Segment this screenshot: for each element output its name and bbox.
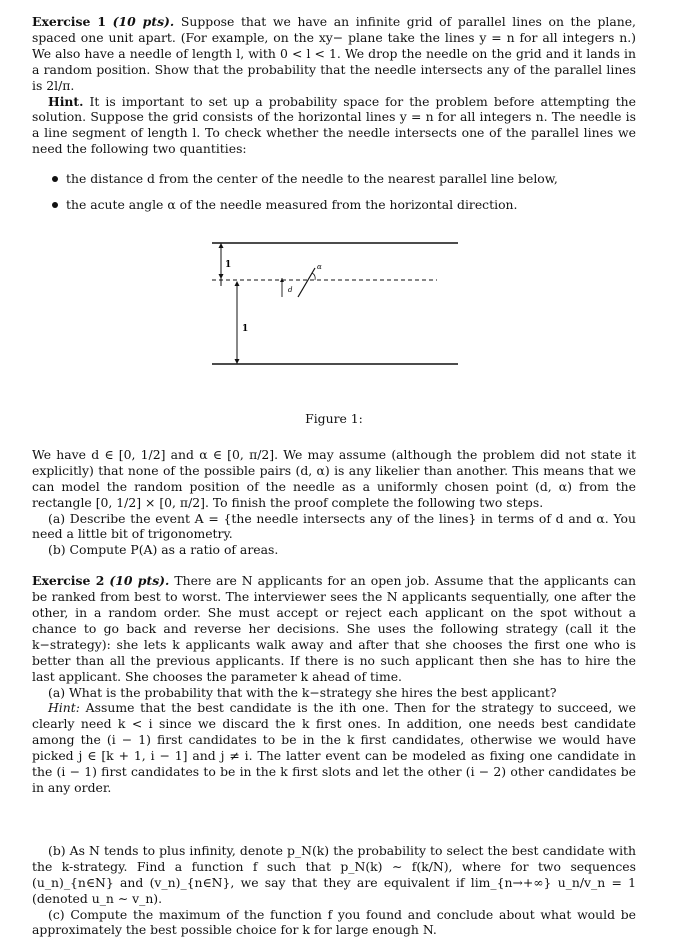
arrowhead [235,359,240,364]
arrowhead [219,274,224,279]
label-d: d [288,285,293,294]
label-bottom-spacing: 1 [242,323,249,334]
needle-figure [32,237,636,387]
hint-text: Assume that the best candidate is the ith one. Then for the strategy to succeed, we clearly need k < i since we discard the k first ones. In addition, one needs best candidate among the (i − 1) first candidates to be in the k first candidates, otherwise we would have picked j ∈ [k + 1, i − 1] and j ≠ i. The latter event can be modeled as fixing one candidate in the (i − 1) first candidates to be in the k first slots and let the other (i − 2) other candidates be in any order. [32,700,636,795]
angle-alpha-arc [312,273,315,280]
exercise-1-part-b: (b) Compute P(A) as a ratio of areas. [48,542,279,558]
exercise-2-part-c: (c) Compute the maximum of the function f you found and conclude about what would be approximately the best possible choice for k for large enough N. [32,906,636,938]
figure-caption: Figure 1: [305,410,363,426]
label-top-spacing: 1 [225,259,232,270]
exercise-2-text: There are N applicants for an open job. Assume that the applicants can be ranked from best to worst. The interviewer sees the N applicants sequentially, one after the other, in a random order. She must accept or reject each applicant on the spot without a chance to go back and reverse her decisions. She uses the following strategy (call it the k−strategy): she lets k applicants walk away and after that she chooses the first one who is better than all the previous applicants. If there is no such applicant then she has to hire the last applicant. She chooses the parameter k ahead of time. [32,573,636,684]
hint-label: Hint: [48,700,80,716]
hint-text: It is important to set up a probability space for the problem before attempting the solution. Suppose the grid consists of the horizontal lines y = n for all integers n. The needle is a line segment of length l. To check whether the needle intersects one of the parallel lines we need the following two quantities: [32,93,636,157]
list-item: the distance d from the center of the needle to the nearest parallel line below, [32,171,636,187]
needle [298,268,315,297]
exercise-2-statement [32,573,636,684]
arrowhead [235,281,240,286]
exercise-1-text: Suppose that we have an infinite grid of parallel lines on the plane, spaced one unit apart. (For example, on the xy− plane take the lines y = n for all integers n.) We also have a needle of length l, with 0 < l < 1. We drop the needle on the grid and it lands in a random position. Show that the probability that the needle intersects any of the parallel lines is 2l/π. [32,14,636,93]
exercise-2-part-b: (b) As N tends to plus infinity, denote p_N(k) the probability to select the best candidate with the k-strategy. Find a function f such that p_N(k) ∼ f(k/N), where for two sequences (u_n)_{n∈N} and (v_n)_{n∈N}, we say that they are equivalent if lim_{n→+∞} u_n/v_n = 1 (denoted u_n ∼ v_n). [32,842,636,906]
exercise-2-hint [32,700,636,795]
exercise-2-title: Exercise 2 [32,573,105,589]
document-page [32,14,636,938]
label-alpha: α [317,262,322,271]
quantities-list [32,171,636,213]
arrowhead [219,243,224,248]
exercise-1-part-a: (a) Describe the event A = {the needle intersects any of the lines} in terms of d and α. You need a little bit of trigonometry. [32,510,636,542]
hint-label: Hint. [48,93,84,109]
exercise-1-statement [32,14,636,94]
needle-diagram [32,237,636,387]
exercise-1-hint [32,94,636,158]
exercise-1-points: (10 pts). [112,14,175,29]
exercise-1-setup: We have d ∈ [0, 1/2] and α ∈ [0, π/2]. We may assume (although the problem did not state it explicitly) that none of the possible pairs (d, α) is any likelier than another. This means that we can model the random position of the needle as a uniformly chosen point (d, α) from the rectangle [0, 1/2] × [0, π/2]. To finish the proof complete the following two steps. [32,446,636,510]
exercise-2-part-a: (a) What is the probability that with the k−strategy she hires the best applicant? [48,684,557,700]
exercise-1-title: Exercise 1 [32,14,106,29]
list-item: the acute angle α of the needle measured from the horizontal direction. [32,197,636,213]
exercise-2-points: (10 pts). [109,573,170,589]
